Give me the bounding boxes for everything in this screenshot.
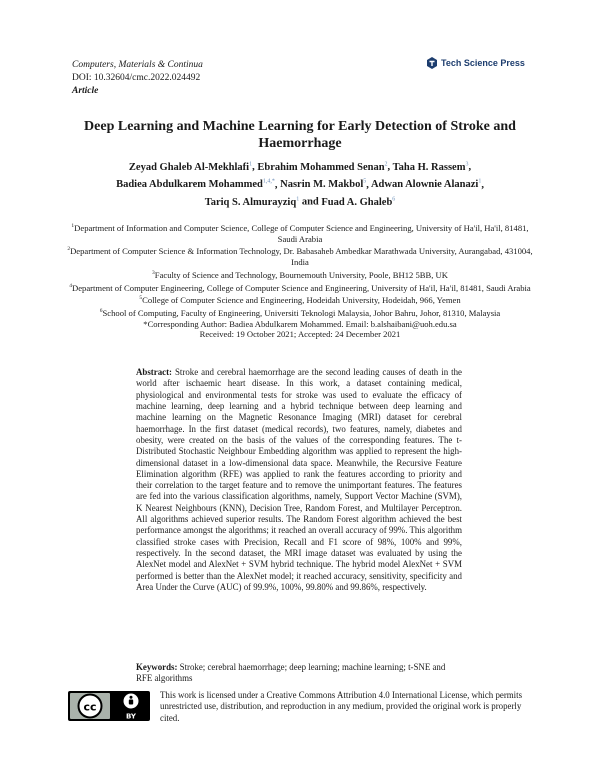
received-accepted-dates: Received: 19 October 2021; Accepted: 24 December 2021	[199, 329, 401, 340]
license-text: This work is licensed under a Creative Commons Attribution 4.0 International License, which permits unrestricted use, distribution, and reproduction in any medium, provided the original work is properly cited.	[160, 690, 523, 723]
affiliation: $^3$Faculty of Science and Technology, Bournemouth University, Poole, BH12 5BB, UK	[152, 269, 448, 280]
attribution-person-icon	[112, 691, 150, 721]
corresponding-author[interactable]: *Corresponding Author: Badiea Abdulkarem Mohammed. Email: b.alshaibani@uoh.edu.sa	[143, 318, 457, 329]
author[interactable]: Taha H. Rassem$^3$	[392, 161, 469, 173]
author[interactable]: Badiea Abdulkarem Mohammed$^{1,4,*}$	[116, 178, 275, 190]
publisher-logo	[425, 54, 535, 72]
keywords-text: Stroke; cerebral haemorrhage; deep learning; machine learning; t-SNE and RFE algorithms	[136, 662, 446, 684]
abstract-text: Stroke and cerebral haemorrhage are the second leading causes of death in the world after ischaemic heart disease. In this work, a dataset containing medical, physiological and environmental tests for stroke was used to evaluate the efficacy of machine learning, deep learning and a hybrid technique between deep learning and machine learning on the Magnetic Resonance Imaging (MRI) dataset for cerebral haemorrhage. In the first dataset (medical records), two features, namely, diabetes and obesity, were created on the basis of the values of the corresponding features. The t-Distributed Stochastic Neighbour Embedding algorithm was applied to represent the high-dimensional dataset in a low-dimensional data space. Meanwhile, the Recursive Feature Elimination algorithm (RFE) was applied to rank the features according to priority and their correlation to the target feature and to remove the unimportant features. The features are fed into the various classification algorithms, namely, Support Vector Machine (SVM), K Nearest Neighbours (KNN), Decision Tree, Random Forest, and Multilayer Perceptron. All algorithms achieved superior results. The Random Forest algorithm achieved the best performance amongst the algorithms; it reached an overall accuracy of 99%. This algorithm classified stroke cases with Precision, Recall and F1 score of 98%, 100% and 99%, respectively. In the second dataset, the MRI image dataset was evaluated by using the AlexNet model and AlexNet + SVM hybrid technique. The hybrid model AlexNet + SVM performed is better than the AlexNet model; it reached accuracy, sensitivity, specificity and Area Under the Curve (AUC) of 99.9%, 100%, 99.80% and 99.86%, respectively.	[136, 367, 462, 592]
journal-name: Computers, Materials & Continua	[72, 60, 203, 70]
keywords-label: Keywords:	[136, 662, 178, 672]
paper-title: Deep Learning and Machine Learning for Early Detection of Stroke and Haemorrhage	[84, 119, 516, 151]
author[interactable]: Zeyad Ghaleb Al-Mekhlafi$^1$	[128, 161, 253, 173]
affiliation: $^4$Department of Computer Engineering, College of Computer Science and Engineering, University of Ha'il, Ha'il, 81481, Saudi Arabia	[69, 282, 531, 293]
article-type: Article	[72, 86, 99, 96]
publisher-name: Tech Science Press	[441, 58, 525, 68]
author[interactable]: Ebrahim Mohammed Senan$^2$	[257, 161, 388, 173]
author[interactable]: Tariq S. Almurayziq$^1$	[204, 196, 300, 208]
creative-commons-icon	[76, 693, 104, 719]
affiliation: $^6$School of Computing, Faculty of Engineering, Universiti Teknologi Malaysia, Johor Bahru, Johor, 81310, Malaysia	[99, 307, 501, 318]
journal-doi[interactable]: DOI: 10.32604/cmc.2022.024492	[72, 73, 201, 83]
abstract	[136, 367, 462, 593]
affiliation: $^1$Department of Information and Computer Science, College of Computer Science and Engineering, University of Ha'il, Ha'il, 81481, Saudi Arabia	[71, 222, 529, 244]
author[interactable]: Nasrin M. Makbol$^5$	[280, 178, 367, 190]
author-list: Zeyad Ghaleb Al-Mekhlafi$^1$, Ebrahim Mohammed Senan$^2$, Taha H. Rassem$^3$, Badiea Abdulkarem Mohammed$^{1,4,*}$, Nasrin M. Makbol$^5$, Adwan Alownie Alanazi$^1$, Tariq S. Almurayziq$^1$ and Fuad A. Ghaleb$^6$	[116, 161, 484, 208]
journal-header	[72, 59, 203, 98]
abstract-label: Abstract:	[136, 367, 172, 377]
keywords	[136, 662, 462, 685]
svg-text:BY: BY	[125, 712, 137, 721]
author[interactable]: Adwan Alownie Alanazi$^1$	[370, 178, 482, 190]
author[interactable]: Fuad A. Ghaleb$^6$	[321, 196, 396, 208]
affiliation: $^5$College of Computer Science and Engineering, Hodeidah University, Hodeidah, 966, Yemen	[139, 295, 461, 306]
tech-science-press-logo-icon	[425, 56, 439, 70]
license-section	[68, 690, 534, 724]
affiliation: $^2$Department of Computer Science & Information Technology, Dr. Babasaheb Ambedkar Marathwada University, Aurangabad, 431004, India	[67, 246, 533, 268]
cc-by-license-icon[interactable]	[68, 691, 150, 721]
svg-text:cc: cc	[83, 700, 97, 714]
affiliations	[66, 221, 534, 340]
